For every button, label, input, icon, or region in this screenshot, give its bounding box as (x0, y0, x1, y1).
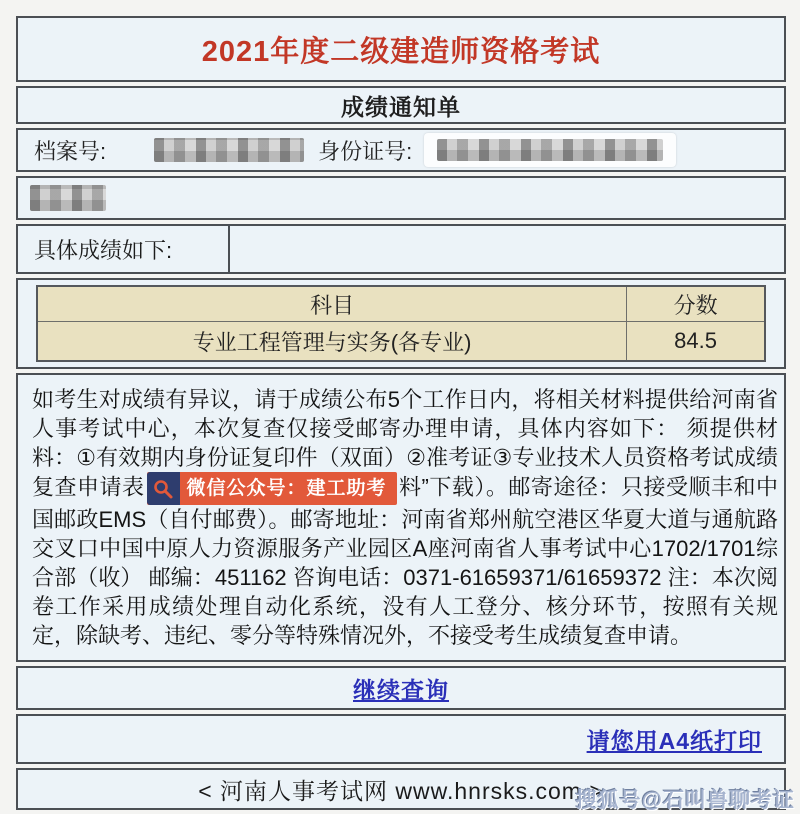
score-column-header: 分数 (627, 286, 765, 322)
review-notice-text-part1: 如考生对成绩有异议，请于成绩公布5个工作日内，将相关材料提供给河南省人事考试中心，本次复查仅接受邮寄办理申请，具体内容如下： 须提供材料：①有效期内身份证复印件（双面）②准考证③专业技术人员资格考试成绩复查申请表 (32, 387, 778, 500)
wechat-badge-label: 微信公众号：建工助考 (186, 478, 387, 499)
footer-site-text: < 河南人事考试网 www.hnrsks.com > (198, 777, 604, 804)
score-table (36, 285, 766, 362)
file-number-redacted (154, 138, 304, 162)
magnifier-icon (147, 472, 180, 505)
exam-title-row (16, 16, 786, 82)
id-number-redacted (437, 139, 663, 161)
continue-query-link[interactable]: 继续查询 (353, 676, 449, 703)
score-cell: 84.5 (627, 322, 765, 362)
name-row (16, 176, 786, 220)
print-a4-link[interactable]: 请您用A4纸打印 (586, 727, 762, 754)
score-notice-title: 成绩通知单 (341, 93, 461, 120)
sohu-watermark: 搜狐号@石叫兽聊考证 (575, 789, 795, 812)
scores-intro-row (16, 224, 786, 274)
scores-intro-cell (18, 226, 230, 272)
continue-query-row (16, 666, 786, 710)
print-hint-row (16, 714, 786, 764)
id-number-label: 身份证号: (318, 138, 413, 164)
exam-title: 2021年度二级建造师资格考试 (201, 35, 601, 68)
subject-column-header: 科目 (37, 286, 627, 322)
id-number-box (424, 133, 676, 167)
notice-sheet (16, 16, 786, 810)
id-info-row (16, 128, 786, 172)
subject-cell: 专业工程管理与实务(各专业) (37, 322, 627, 362)
review-notice-text-part2: 料”下载）。邮寄途径：只接受顺丰和中国邮政EMS（自付邮费）。邮寄地址：河南省郑州航空港区华夏大道与通航路交叉口中国中原人力资源服务产业园区A座河南省人事考试中心1702/1701综合部（收） 邮编：451162 咨询电话：0371-61659371/61659372 注：本次阅卷工作采用成绩处理自动化系统，没有人工登分、核分环节，按照有关规定，除缺考、违纪、零分等特殊情况外，不接受考生成绩复查申请。 (32, 474, 778, 648)
score-table-row (16, 278, 786, 369)
name-redacted (30, 185, 106, 211)
scores-intro-empty-cell (230, 226, 784, 272)
file-number-label: 档案号: (34, 138, 107, 164)
score-notice-title-row (16, 86, 786, 124)
score-table-header (37, 286, 765, 322)
review-notice-row (16, 373, 786, 662)
wechat-badge (147, 472, 397, 505)
table-row (37, 322, 765, 362)
scores-intro-label: 具体成绩如下: (34, 237, 173, 263)
